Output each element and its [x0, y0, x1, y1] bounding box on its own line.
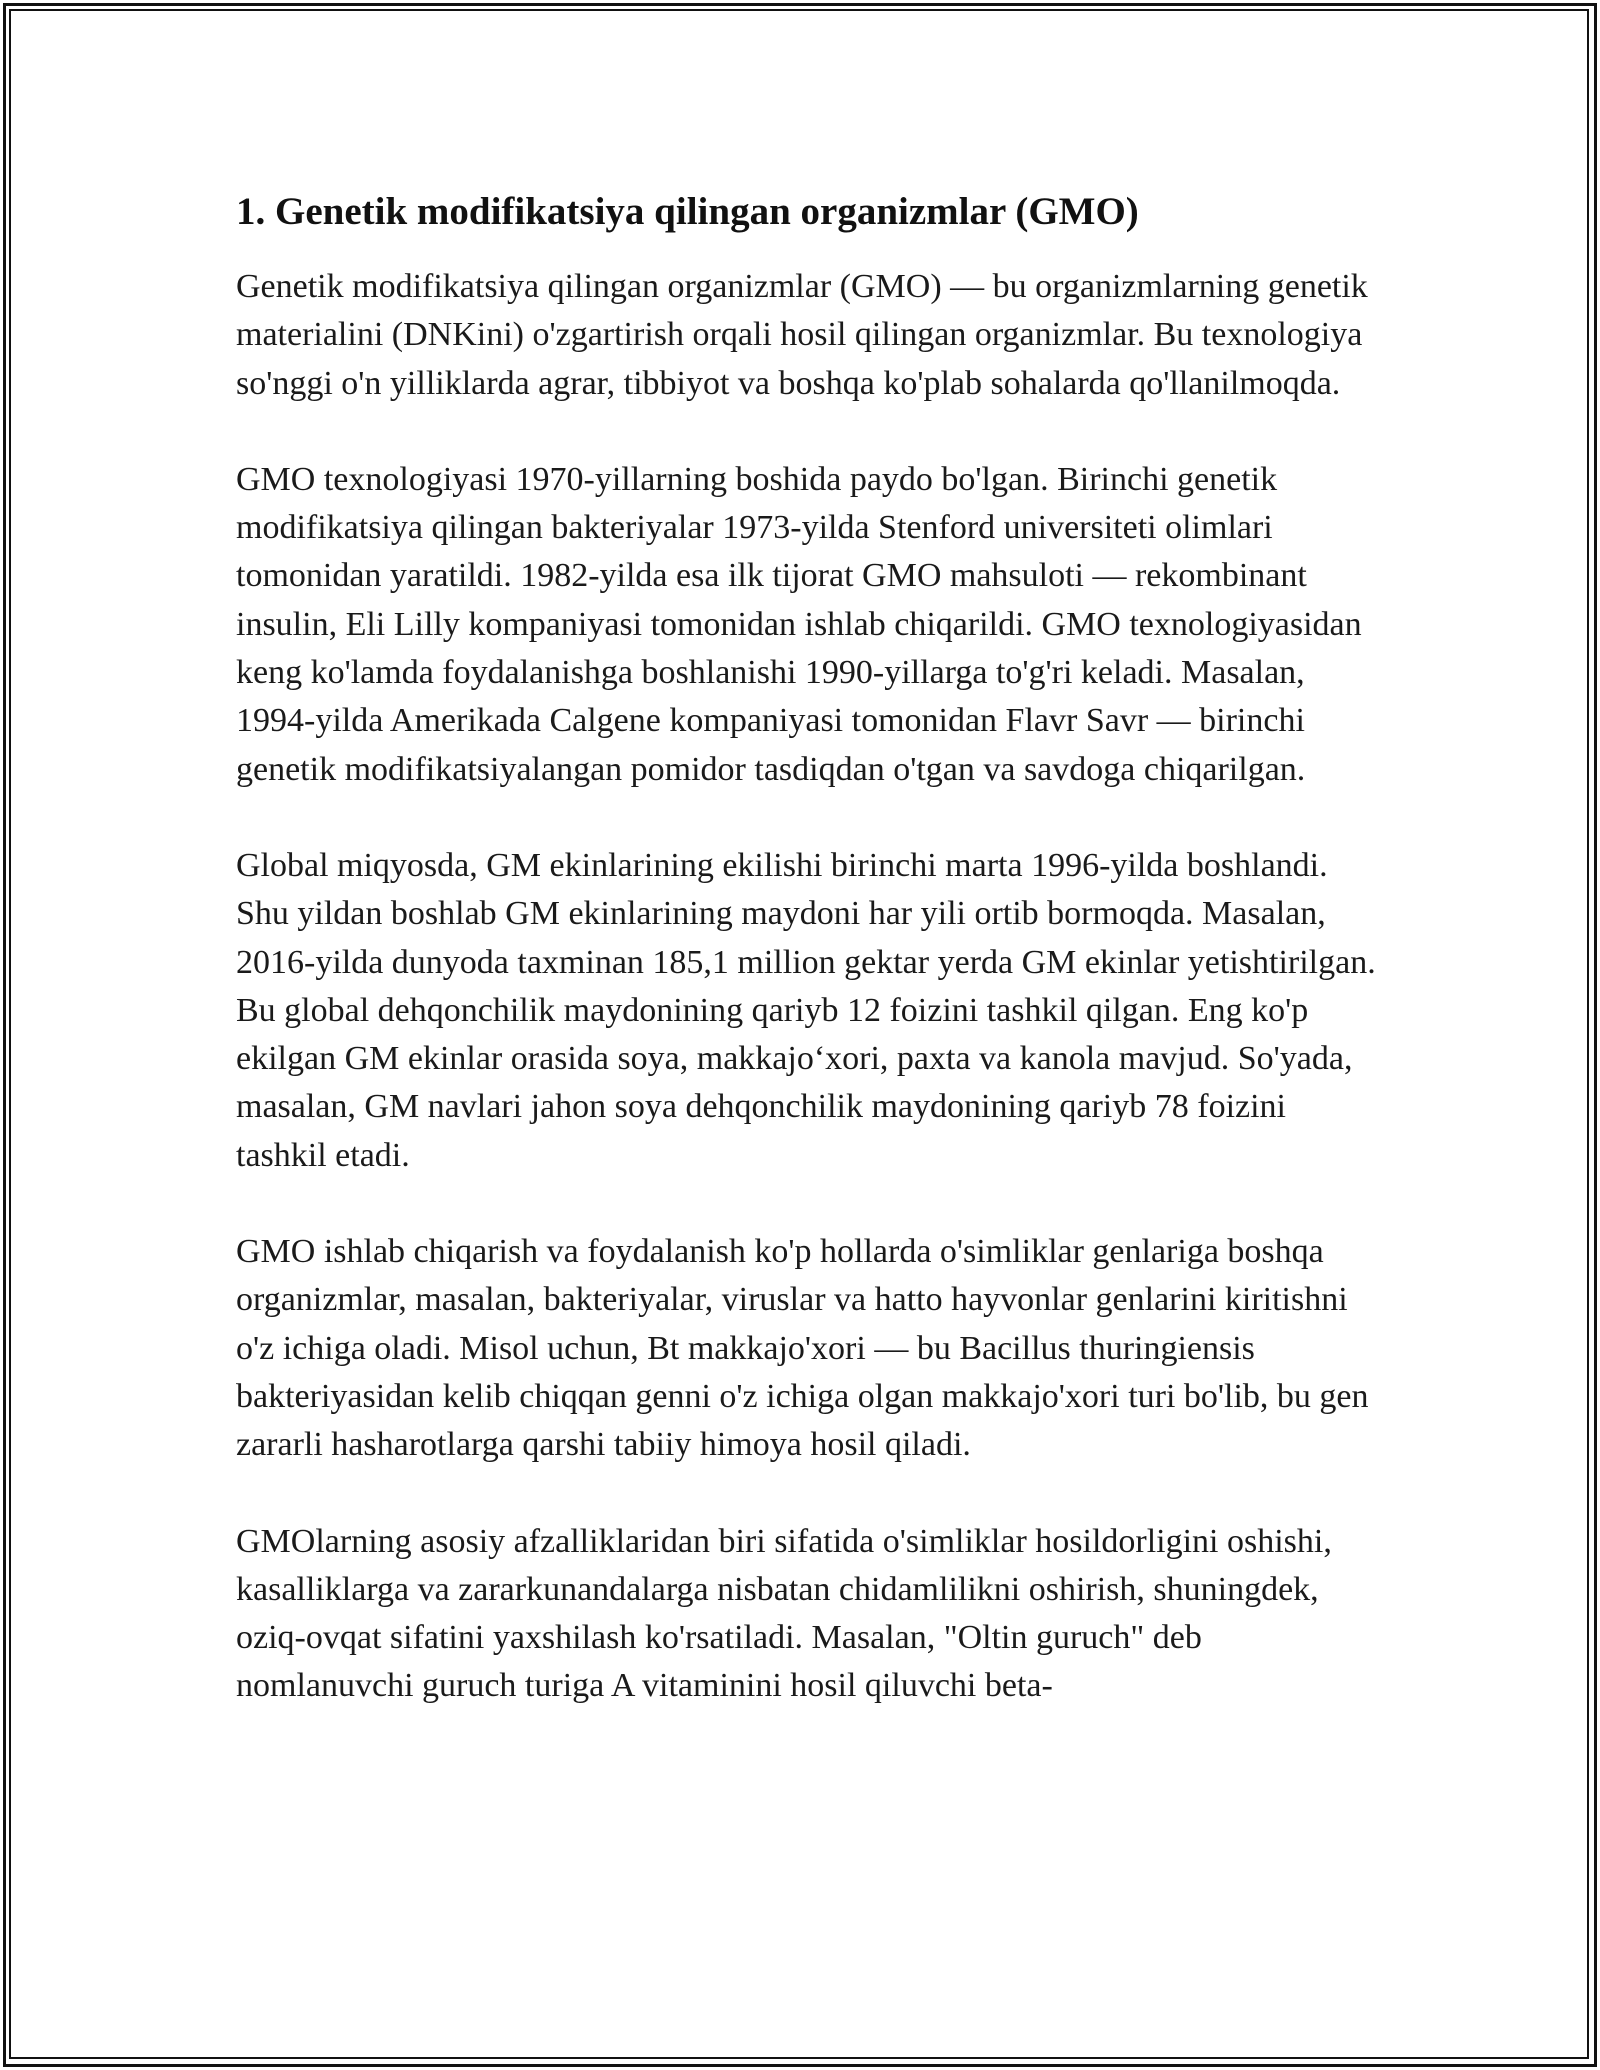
paragraph-intro: Genetik modifikatsiya qilingan organizmlar (GMO) — bu organizmlarning genetik materialini (DNKini) o'zgartirish orqali hosil qilingan organizmlar. Bu texnologiya so'nggi o'n yilliklarda agrar, tibbiyot va boshqa ko'plab sohalarda qo'llanilmoqda.: [236, 268, 1368, 402]
paragraph-history: GMO texnologiyasi 1970-yillarning boshida paydo bo'lgan. Birinchi genetik modifikatsiya qilingan bakteriyalar 1973-yilda Stenford universiteti olimlari tomonidan yaratildi. 1982-yilda esa ilk tijorat GMO mahsuloti — rekombinant insulin, Eli Lilly kompaniyasi tomonidan ishlab chiqarildi. GMO texnologiyasidan keng ko'lamda foydalanishga boshlanishi 1990-yillarga to'g'ri keladi. Masalan, 1994-yilda Amerikada Calgene kompaniyasi tomonidan Flavr Savr — birinchi genetik modifikatsiyalangan pomidor tasdiqdan o'tgan va savdoga chiqarilgan.: [236, 460, 1362, 788]
paragraph-advantages: GMOlarning asosiy afzalliklaridan biri sifatida o'simliklar hosildorligini oshishi, kasalliklarga va zararkunandalarga nisbatan chidamlilikni oshirish, shuningdek, oziq-ovqat sifatini yaxshilash ko'rsatiladi. Masalan, "Oltin guruch" deb nomlanuvchi guruch turiga A vitaminini hosil qiluvchi beta-: [236, 1522, 1332, 1705]
paragraph-global-spread: Global miqyosda, GM ekinlarining ekilishi birinchi marta 1996-yilda boshlandi. Shu yildan boshlab GM ekinlarining maydoni har yili ortib bormoqda. Masalan, 2016-yilda dunyoda taxminan 185,1 million gektar yerda GM ekinlar yetishtirilgan. Bu global dehqonchilik maydonining qariyb 12 foizini tashkil qilgan. Eng ko'p ekilgan GM ekinlar orasida soya, makkajo‘xori, paxta va kanola mavjud. So'yada, masalan, GM navlari jahon soya dehqonchilik maydonining qariyb 78 foizini tashkil etadi.: [236, 846, 1376, 1174]
paragraph-gene-transfer: GMO ishlab chiqarish va foydalanish ko'p hollarda o'simliklar genlariga boshqa organizmlar, masalan, bakteriyalar, viruslar va hatto hayvonlar genlarini kiritishni o'z ichiga oladi. Misol uchun, Bt makkajo'xori — bu Bacillus thuringiensis bakteriyasidan kelib chiqqan genni o'z ichiga olgan makkajo'xori turi bo'lib, bu gen zararli hasharotlarga qarshi tabiiy himoya hosil qiladi.: [236, 1233, 1369, 1464]
section-heading: 1. Genetik modifikatsiya qilingan organizmlar (GMO): [236, 190, 1139, 233]
document-body: [236, 188, 1376, 1759]
